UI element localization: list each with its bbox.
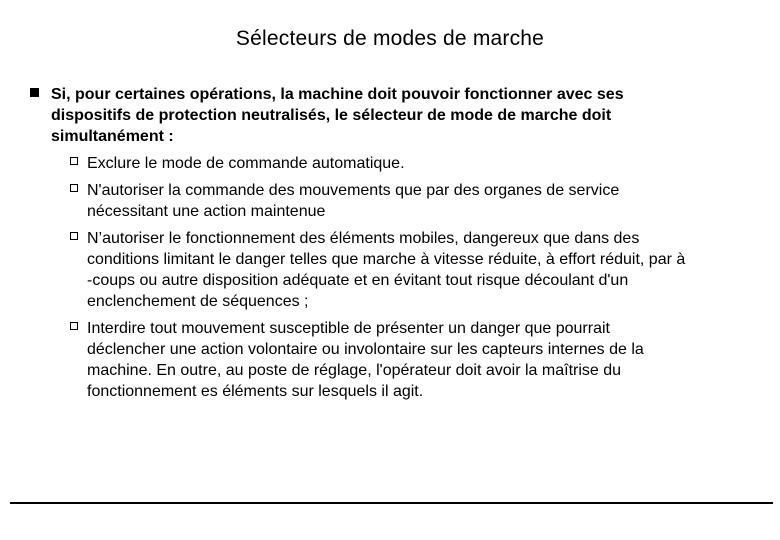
main-bullet-text: Si, pour certaines opérations, la machine doit pouvoir fonctionner avec ses dispositifs de protection neutralisés, le sélecteur de mode de marche doit simultanément :	[51, 86, 624, 145]
main-bullet	[30, 84, 760, 147]
sub-bullet-text: Interdire tout mouvement susceptible de présenter un danger que pourrait déclencher une action volontaire ou involontaire sur les capteurs internes de la machine. En outre, au poste de réglage, l'opérateur doit avoir la maîtrise du fonctionnement es éléments sur lesquels il agit.	[87, 320, 644, 400]
hollow-square-bullet-icon	[70, 232, 78, 240]
sub-bullet-item	[70, 153, 770, 174]
sub-bullet-item	[70, 228, 770, 312]
sub-bullet-item	[70, 180, 770, 222]
slide-title: Sélecteurs de modes de marche	[235, 27, 545, 50]
sub-bullet-item	[70, 318, 770, 402]
sub-bullet-text: N'autoriser la commande des mouvements que par des organes de service nécessitant une action maintenue	[87, 182, 620, 220]
sub-bullet-list	[70, 153, 770, 408]
sub-bullet-text: Exclure le mode de commande automatique.	[87, 155, 405, 172]
hollow-square-bullet-icon	[70, 322, 78, 330]
bottom-divider	[10, 502, 773, 504]
hollow-square-bullet-icon	[70, 184, 78, 192]
filled-square-bullet-icon	[30, 88, 39, 97]
hollow-square-bullet-icon	[70, 157, 78, 165]
sub-bullet-text: N’autoriser le fonctionnement des éléments mobiles, dangereux que dans des conditions limitant le danger telles que marche à vitesse réduite, à effort réduit, par à -coups ou autre disposition adéquate et en évitant tout risque découlant d'un enclenchement de séquences ;	[87, 230, 686, 310]
